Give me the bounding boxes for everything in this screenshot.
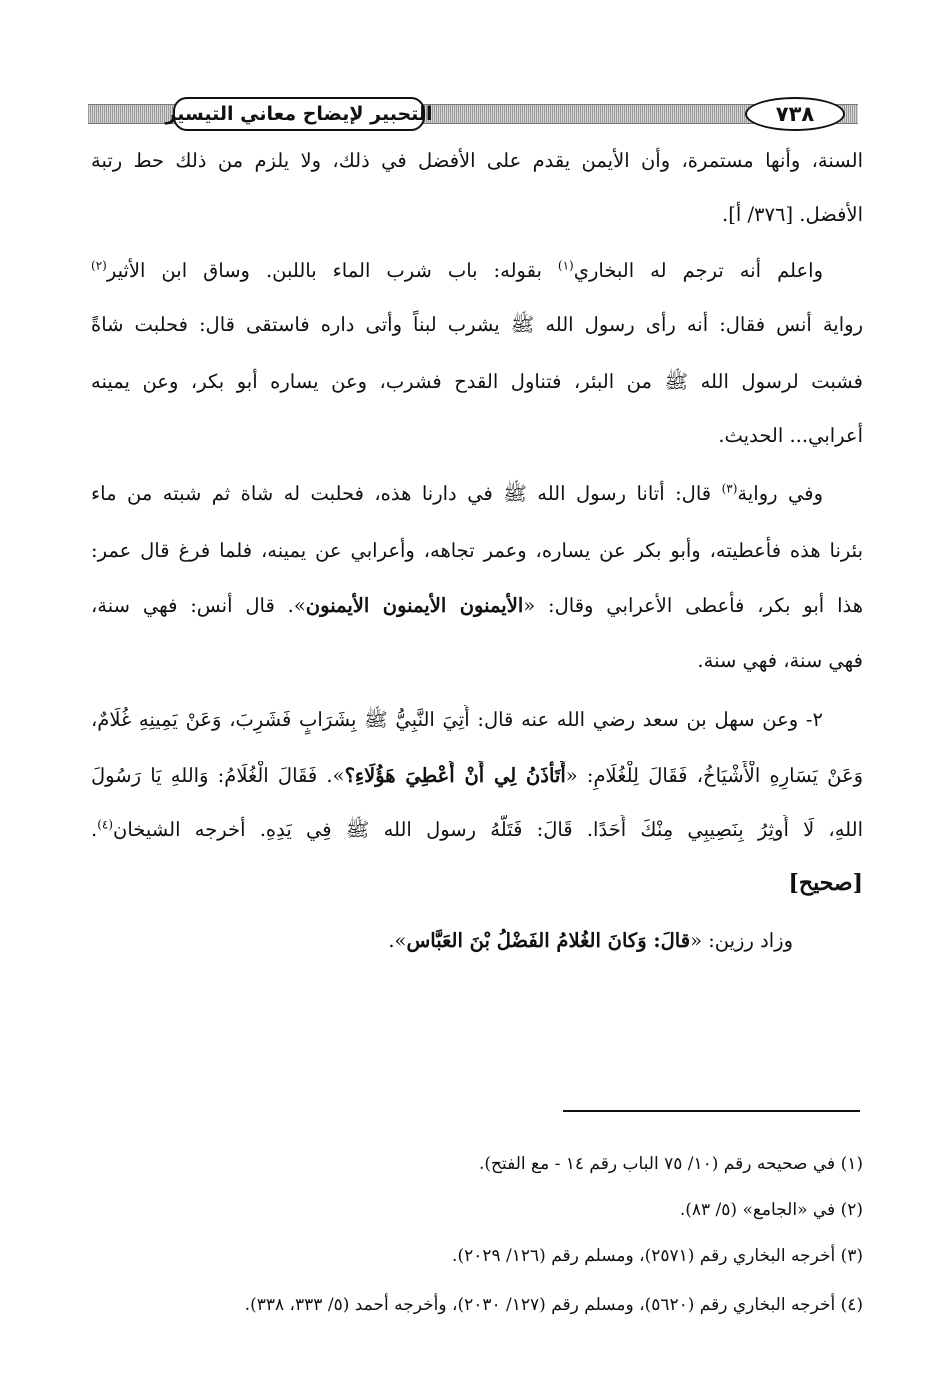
paragraph-1-line-1: السنة، وأنها مستمرة، وأن الأيمن يقدم على الأفضل في ذلك، ولا يلزم من ذلك حط رتبة: [91, 149, 863, 172]
footnote-ref-3[interactable]: (٣): [721, 481, 738, 496]
paragraph-3-line-1: [91, 479, 863, 509]
paragraph-2-text-a: واعلم أنه ترجم له البخاري: [573, 259, 823, 282]
paragraph-1-line-2: الأفضل. [٣٧٦/ أ].: [722, 203, 863, 226]
paragraph-2-line-4: أعرابي... الحديث.: [718, 424, 863, 447]
hadith-2-line-3: [91, 815, 863, 845]
footnote-2: (٢) في «الجامع» (٥/ ٨٣).: [679, 1200, 863, 1220]
paragraph-2-line-2: رواية أنس فقال: أنه رأى رسول الله ﷺ يشرب لبناً وأتى داره فاستقى قال: فحلبت شاةً: [91, 313, 863, 336]
paragraph-2-text-b: بقوله: باب شرب الماء باللبن. وساق ابن الأثير: [106, 259, 558, 282]
quote-al-aymanun: الأيمنون الأيمنون الأيمنون: [305, 594, 524, 617]
hadith-2-text-d: اللهِ، لَا أُوثِرُ بِنَصِيبِي مِنْكَ أَحَدًا. قَالَ: فَتَلَّهُ رسول الله ﷺ فِي يَدِهِ. أخرجه الشيخان: [113, 818, 863, 841]
footnote-1: (١) في صحيحه رقم (١٠/ ٧٥ الباب رقم ١٤ - مع الفتح).: [478, 1154, 863, 1174]
hadith-2-text-e: .: [91, 818, 98, 841]
paragraph-3-line-4: فهي سنة، فهي سنة.: [697, 649, 863, 672]
footnote-ref-4[interactable]: (٤): [97, 817, 114, 832]
running-header: [88, 97, 858, 127]
hadith-2-text-a: ٢- وعن سهل بن سعد رضي الله عنه قال: أُتِيَ النَّبِيُّ ﷺ بِشَرَابٍ فَشَرِبَ، وَعَنْ يَمِينِهِ غُلَامٌ،: [91, 708, 823, 731]
book-title: التحبير لإيضاح معاني التيسير: [173, 97, 425, 131]
hadith-grade-line: [91, 868, 863, 898]
paragraph-3-text-b: قال: أتانا رسول الله ﷺ في دارنا هذه، فحلبت له شاة ثم شبته من ماء: [91, 482, 722, 505]
hadith-2-text-c: ». فَقَالَ الْغُلَامُ: وَاللهِ يَا رَسُولَ: [91, 764, 345, 787]
footnote-ref-2[interactable]: (٢): [91, 258, 107, 273]
footnote-separator: [563, 1110, 860, 1112]
paragraph-3-line-2: بئرنا هذه فأعطيته، وأبو بكر عن يساره، وعمر تجاهه، وأعرابي عن يمينه، فلما فرغ قال عمر:: [91, 539, 863, 562]
paragraph-3-text-d: ». قال أنس: فهي سنة،: [91, 594, 306, 617]
paragraph-2-line-3: فشبت لرسول الله ﷺ من البئر، فتناول القدح فشرب، وعن يساره أبو بكر، وعن يمينه: [91, 370, 863, 393]
grade-label: [صحيح]: [788, 870, 863, 896]
razin-addition-line: [91, 926, 863, 956]
hadith-2-text-b: وَعَنْ يَسَارِهِ الْأَشْيَاخُ، فَقَالَ لِلْغُلَامِ: «: [565, 764, 863, 787]
hadith-2-line-1: [91, 705, 863, 735]
footnote-4: (٤) أخرجه البخاري رقم (٥٦٢٠)، ومسلم رقم (١٢٧/ ٢٠٣٠)، وأخرجه أحمد (٥/ ٣٣٣، ٣٣٨).: [244, 1295, 863, 1315]
footnote-3: (٣) أخرجه البخاري رقم (٢٥٧١)، ومسلم رقم (١٢٦/ ٢٠٢٩).: [452, 1246, 863, 1266]
paragraph-3-text-a: وفي رواية: [737, 482, 823, 505]
prophet-quote: أَتَأْذَنُ لِي أَنْ أُعْطِيَ هَؤُلَاءِ؟: [344, 764, 566, 787]
razin-text-a: وزاد رزين: «: [690, 929, 793, 952]
footnote-ref-1[interactable]: (١): [557, 258, 574, 273]
razin-text-b: ».: [388, 929, 407, 952]
hadith-2-line-2: [91, 761, 863, 791]
paragraph-3-text-c: هذا أبو بكر، فأعطى الأعرابي وقال: «: [523, 594, 863, 617]
paragraph-3-line-3: [91, 591, 863, 621]
razin-quote: قالَ: وَكانَ الغُلامُ الفَضْلُ بْنَ العَبَّاس: [406, 929, 691, 952]
paragraph-2-line-1: [91, 256, 863, 286]
page-number: ٧٣٨: [745, 97, 845, 131]
